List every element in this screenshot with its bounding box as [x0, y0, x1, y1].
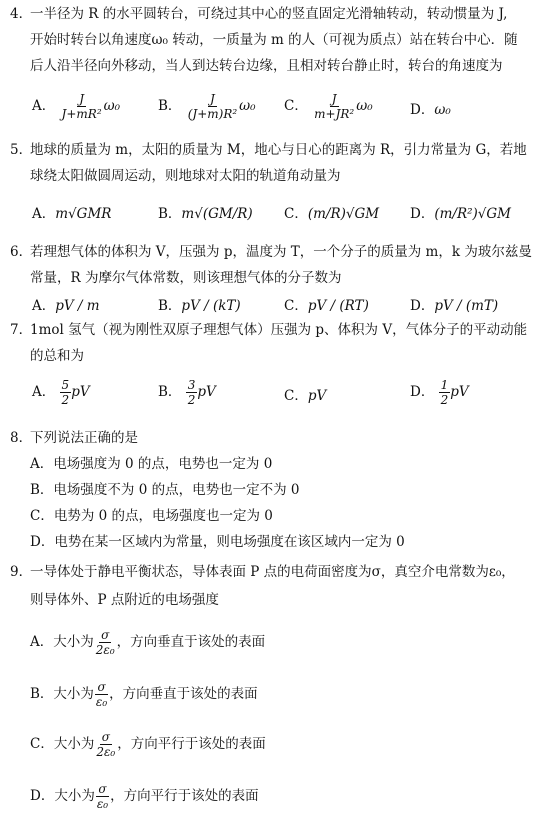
q8-line-1: 8．下列说法正确的是	[10, 430, 138, 446]
q7-line-1: 7．1mol 氢气（视为刚性双原子理想气体）压强为 p、体积为 V，气体分子的平动动能	[10, 322, 528, 338]
q5-number: 5．	[10, 142, 33, 158]
q5-option-a: A．m√GMR	[32, 206, 112, 222]
q6-option-c: C．pV / (RT)	[284, 298, 369, 314]
q4-option-d: D．ω₀	[410, 102, 451, 118]
q8-number: 8．	[10, 430, 33, 446]
q5-line-1: 5．地球的质量为 m，太阳的质量为 M，地心与日心的距离为 R，引力常量为 G，若地	[10, 142, 527, 158]
q4-option-c: C． $\frac{J}{\text{m+JR²}}$ ω₀	[284, 92, 373, 121]
q7-number: 7．	[10, 322, 33, 338]
q9-line-2: 则导体外、P 点附近的电场强度	[30, 592, 219, 608]
q5-option-d: D．(m/R²)√GM	[410, 206, 511, 222]
q9-option-b: B．大小为 $\frac{\sigma}{\text{ε₀}}$ ，方向垂直于该处的表面	[30, 680, 258, 709]
q4-option-a: A． $\frac{J}{\text{J+mR²}}$ ω₀	[32, 92, 121, 121]
q9-option-a: A．大小为 $\frac{\sigma}{\text{2ε₀}}$ ，方向垂直于该处的表面	[30, 628, 266, 657]
q4-line-3: 后人沿半径向外移动，当人到达转台边缘，且相对转台静止时，转台的角速度为	[30, 58, 503, 74]
q8-option-c: C．电势为 0 的点，电场强度也一定为 0	[30, 508, 273, 524]
q6-option-d: D．pV / (mT)	[410, 298, 499, 314]
q7-option-c: C．pV	[284, 388, 327, 404]
q4-line-1: 4．一半径为 R 的水平圆转台，可绕过其中心的竖直固定光滑轴转动，转动惯量为 J,	[10, 6, 508, 22]
q8-option-d: D．电势在某一区域内为常量，则电场强度在该区域内一定为 0	[30, 534, 405, 550]
q6-number: 6．	[10, 244, 33, 260]
q9-option-c: C．大小为 $\frac{\sigma}{\text{2ε₀}}$ ，方向平行于该处的表面	[30, 730, 266, 759]
q8-option-b: B．电场强度不为 0 的点，电势也一定不为 0	[30, 482, 300, 498]
q9-option-d: D．大小为 $\frac{\sigma}{\text{ε₀}}$ ，方向平行于该处的表面	[30, 782, 259, 811]
q6-option-a: A．pV / m	[32, 298, 100, 314]
q8-option-a: A．电场强度为 0 的点，电势也一定为 0	[30, 456, 273, 472]
q5-option-b: B．m√(GM/R)	[158, 206, 253, 222]
q4-option-b: B． $\frac{J}{\text{(J+m)R²}}$ ω₀	[158, 92, 256, 121]
q7-option-a: A． $\frac{5}{2}$ pV	[32, 378, 90, 407]
q6-line-2: 常量，R 为摩尔气体常数，则该理想气体的分子数为	[30, 270, 342, 286]
q9-line-1: 9．一导体处于静电平衡状态，导体表面 P 点的电荷面密度为σ，真空介电常数为ε₀，	[10, 564, 515, 580]
q7-option-d: D． $\frac{1}{2}$ pV	[410, 378, 469, 407]
q6-line-1: 6．若理想气体的体积为 V，压强为 p，温度为 T，一个分子的质量为 m，k 为玻尔兹曼	[10, 244, 532, 260]
q5-line-2: 球绕太阳做圆周运动，则地球对太阳的轨道角动量为	[30, 168, 341, 184]
q7-line-2: 的总和为	[30, 348, 84, 364]
q7-option-b: B． $\frac{3}{2}$ pV	[158, 378, 216, 407]
q6-option-b: B．pV / (kT)	[158, 298, 241, 314]
q5-option-c: C．(m/R)√GM	[284, 206, 380, 222]
q9-number: 9．	[10, 564, 33, 580]
q4-line-2: 开始时转台以角速度ω₀ 转动，一质量为 m 的人（可视为质点）站在转台中心．随	[30, 32, 518, 48]
q4-number: 4．	[10, 6, 33, 22]
